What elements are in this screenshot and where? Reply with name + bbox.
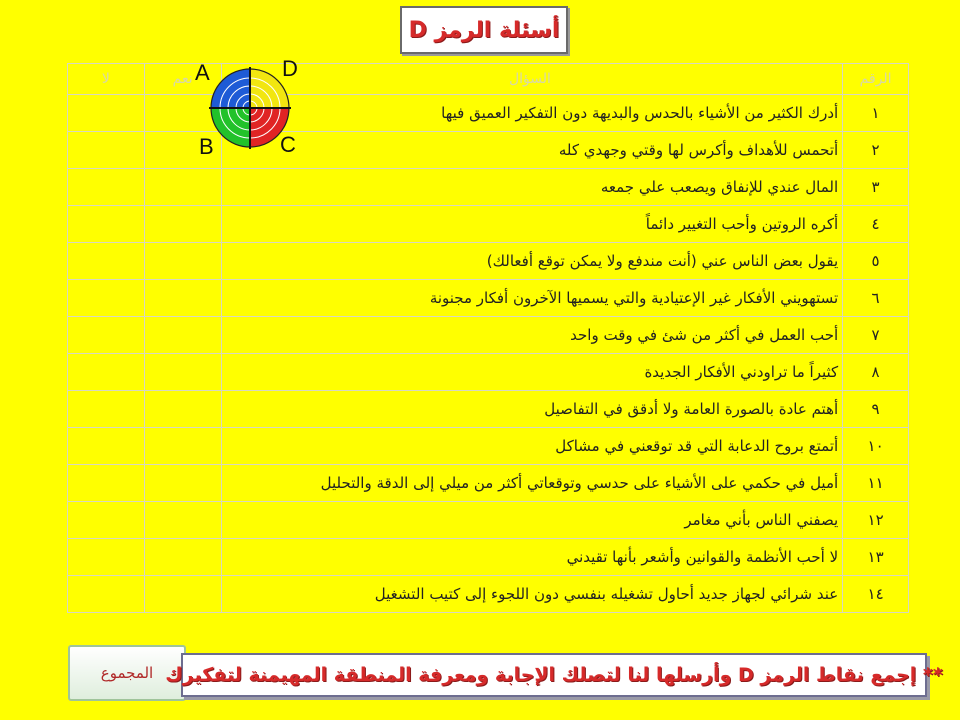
- question-number: ١٠: [843, 428, 909, 465]
- header-number: الرقم: [843, 64, 909, 95]
- question-row: [68, 539, 909, 576]
- answer-no-cell[interactable]: [68, 243, 145, 280]
- answer-no-cell[interactable]: [68, 132, 145, 169]
- question-row: [68, 502, 909, 539]
- question-text: أهتم عادة بالصورة العامة ولا أدقق في التفاصيل: [221, 391, 843, 428]
- question-row: [68, 391, 909, 428]
- question-number: ٣: [843, 169, 909, 206]
- page-title: أسئلة الرمز D: [408, 17, 560, 43]
- header-question: السؤال: [221, 64, 843, 95]
- question-text: تستهويني الأفكار غير الإعتيادية والتي يسميها الآخرون أفكار مجنونة: [221, 280, 843, 317]
- question-number: ٥: [843, 243, 909, 280]
- question-text: أحب العمل في أكثر من شئ في وقت واحد: [221, 317, 843, 354]
- answer-no-cell[interactable]: [68, 317, 145, 354]
- answer-yes-cell[interactable]: [144, 465, 221, 502]
- wheel-label-d: D: [282, 56, 298, 81]
- question-number: ١٢: [843, 502, 909, 539]
- answer-yes-cell[interactable]: [144, 576, 221, 613]
- answer-yes-cell[interactable]: [144, 206, 221, 243]
- sum-button-label: المجموع: [100, 664, 154, 682]
- question-row: [68, 206, 909, 243]
- answer-yes-cell[interactable]: [144, 502, 221, 539]
- question-text: كثيراً ما تراودني الأفكار الجديدة: [221, 354, 843, 391]
- question-number: ٩: [843, 391, 909, 428]
- answer-yes-cell[interactable]: [144, 243, 221, 280]
- answer-no-cell[interactable]: [68, 539, 145, 576]
- question-number: ٦: [843, 280, 909, 317]
- table-header-row: [68, 64, 909, 95]
- answer-yes-cell[interactable]: [144, 539, 221, 576]
- question-row: [68, 243, 909, 280]
- answer-yes-cell[interactable]: [144, 428, 221, 465]
- wheel-label-a: A: [195, 60, 210, 85]
- answer-yes-cell[interactable]: [144, 354, 221, 391]
- question-number: ١: [843, 95, 909, 132]
- question-text: المال عندي للإنفاق ويصعب علي جمعه: [221, 169, 843, 206]
- question-row: [68, 576, 909, 613]
- answer-no-cell[interactable]: [68, 169, 145, 206]
- question-row: [68, 317, 909, 354]
- header-no: لا: [68, 64, 145, 95]
- question-number: ١٤: [843, 576, 909, 613]
- answer-yes-cell[interactable]: [144, 169, 221, 206]
- question-text: أكره الروتين وأحب التغيير دائماً: [221, 206, 843, 243]
- question-number: ١١: [843, 465, 909, 502]
- answer-no-cell[interactable]: [68, 576, 145, 613]
- question-row: [68, 132, 909, 169]
- question-row: [68, 280, 909, 317]
- question-text: يصفني الناس بأني مغامر: [221, 502, 843, 539]
- question-number: ٤: [843, 206, 909, 243]
- answer-yes-cell[interactable]: [144, 391, 221, 428]
- question-number: ٧: [843, 317, 909, 354]
- answer-no-cell[interactable]: [68, 428, 145, 465]
- question-text: عند شرائي لجهاز جديد أحاول تشغيله بنفسي دون اللجوء إلى كتيب التشغيل: [221, 576, 843, 613]
- question-row: [68, 465, 909, 502]
- question-text: يقول بعض الناس عني (أنت مندفع ولا يمكن توقع أفعالك): [221, 243, 843, 280]
- question-row: [68, 169, 909, 206]
- answer-yes-cell[interactable]: [144, 280, 221, 317]
- wheel-label-c: C: [280, 132, 296, 157]
- wheel-label-b: B: [199, 134, 214, 159]
- question-row: [68, 354, 909, 391]
- question-text: أميل في حكمي على الأشياء على حدسي وتوقعاتي أكثر من ميلي إلى الدقة والتحليل: [221, 465, 843, 502]
- answer-no-cell[interactable]: [68, 502, 145, 539]
- answer-no-cell[interactable]: [68, 95, 145, 132]
- answer-no-cell[interactable]: [68, 354, 145, 391]
- page-title-box: [400, 6, 568, 54]
- answer-no-cell[interactable]: [68, 280, 145, 317]
- question-text: أتحمس للأهداف وأكرس لها وقتي وجهدي كله: [221, 132, 843, 169]
- question-number: ١٣: [843, 539, 909, 576]
- answer-no-cell[interactable]: [68, 465, 145, 502]
- question-text: أتمتع بروح الدعابة التي قد توقعني في مشاكل: [221, 428, 843, 465]
- questions-table: [67, 63, 909, 613]
- question-row: [68, 95, 909, 132]
- question-row: [68, 428, 909, 465]
- answer-yes-cell[interactable]: [144, 317, 221, 354]
- question-number: ٨: [843, 354, 909, 391]
- answer-no-cell[interactable]: [68, 391, 145, 428]
- answer-no-cell[interactable]: [68, 206, 145, 243]
- header-yes: نعم: [144, 64, 221, 95]
- question-text: لا أحب الأنظمة والقوانين وأشعر بأنها تقيدني: [221, 539, 843, 576]
- question-text: أدرك الكثير من الأشياء بالحدس والبديهة دون التفكير العميق فيها: [221, 95, 843, 132]
- question-number: ٢: [843, 132, 909, 169]
- instruction-note: [165, 653, 943, 697]
- instruction-note-text: ** إجمع نقاط الرمز D وأرسلها لنا لتصلك الإجابة ومعرفة المنطقة المهيمنة لتفكيرك: [165, 664, 943, 686]
